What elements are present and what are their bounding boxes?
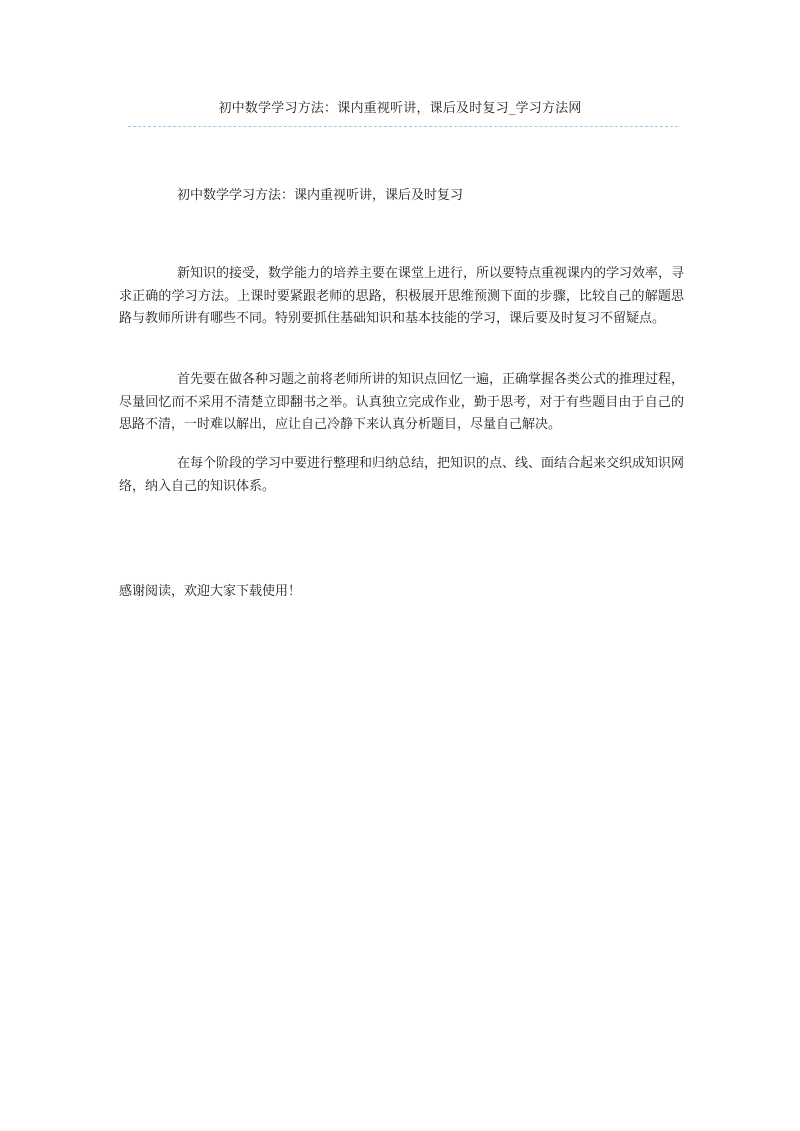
- page-header-title: 初中数学学习方法：课内重视听讲，课后及时复习_学习方法网: [218, 101, 582, 116]
- paragraph-2: 首先要在做各种习题之前将老师所讲的知识点回忆一遍，正确掌握各类公式的推理过程，尽量回忆而不采用不清楚立即翻书之举。认真独立完成作业，勤于思考，对于有些题目由于自己的思路不清，一时难以解出，应让自己冷静下来认真分析题目，尽量自己解决。: [119, 372, 685, 432]
- closing-note: 感谢阅读，欢迎大家下载使用！: [119, 584, 302, 599]
- header-divider: [128, 126, 678, 127]
- paragraph-1: 新知识的接受，数学能力的培养主要在课堂上进行，所以要特点重视课内的学习效率，寻求正确的学习方法。上课时要紧跟老师的思路，积极展开思维预测下面的步骤，比较自己的解题思路与教师所讲有哪些不同。特别要抓住基础知识和基本技能的学习，课后要及时复习不留疑点。: [119, 266, 685, 326]
- article-subtitle: 初中数学学习方法：课内重视听讲，课后及时复习: [177, 188, 464, 203]
- paragraph-3: 在每个阶段的学习中要进行整理和归纳总结，把知识的点、线、面结合起来交织成知识网络，纳入自己的知识体系。: [119, 456, 685, 494]
